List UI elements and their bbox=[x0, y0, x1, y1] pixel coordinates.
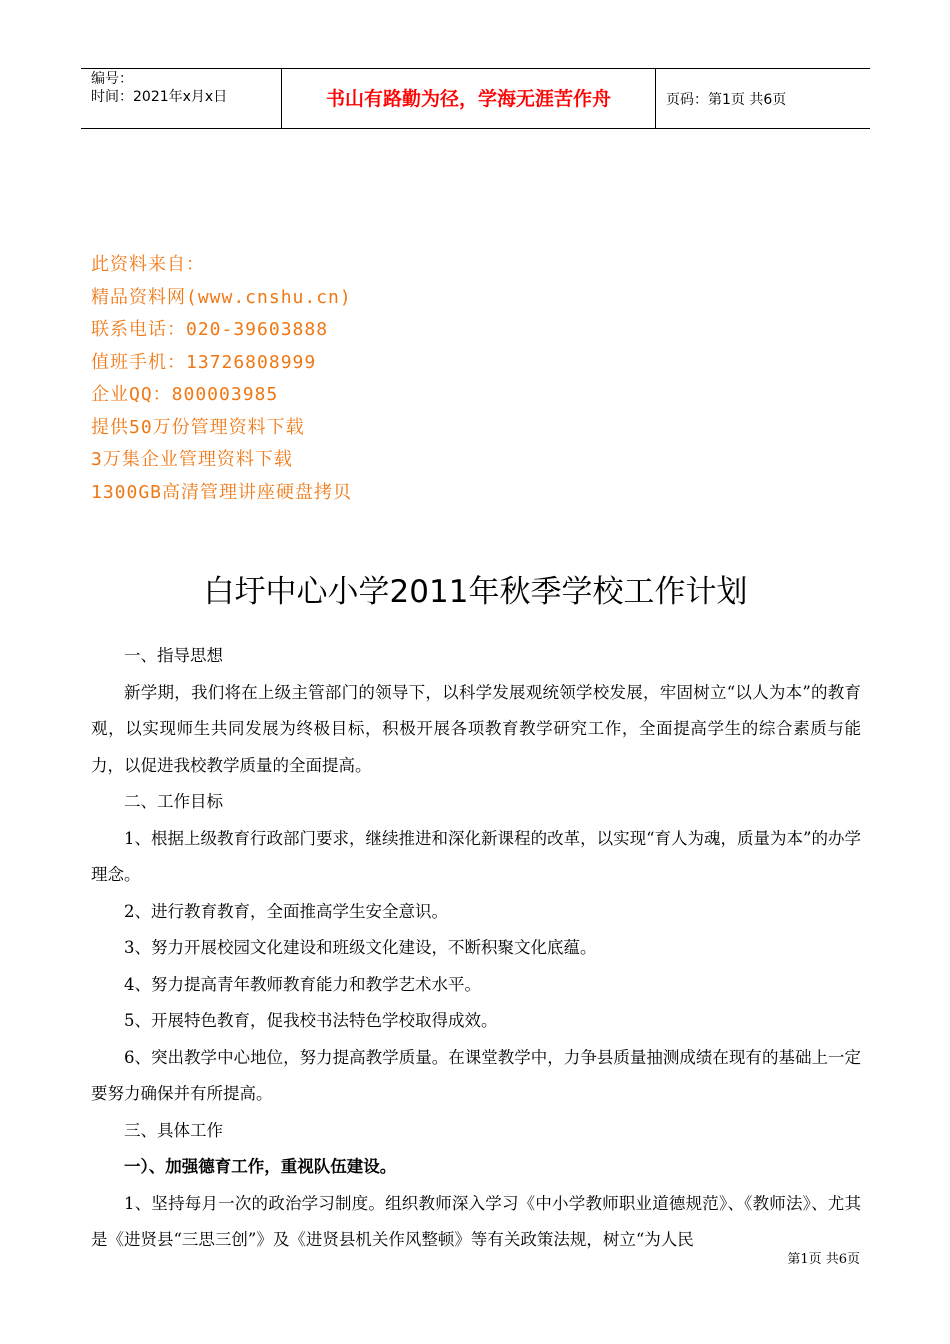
header-divider-right bbox=[655, 68, 656, 129]
goal-item: 3、努力开展校园文化建设和班级文化建设，不断积聚文化底蕴。 bbox=[124, 938, 597, 957]
section-heading: 一、指导思想 bbox=[124, 646, 223, 665]
promo-line: 联系电话：020-39603888 bbox=[91, 319, 329, 340]
section-heading: 三、具体工作 bbox=[124, 1120, 223, 1140]
subsection-heading: 一）、加强德育工作，重视队伍建设。 bbox=[124, 1157, 397, 1176]
goal-item: 6、突出教学中心地位，努力提高教学质量。在课堂教学中，力争县质量抽测成绩在现有的基础上一定要努力确保并有所提高。 bbox=[91, 1047, 861, 1103]
promo-line: 1300GB高清管理讲座硬盘拷贝 bbox=[91, 481, 353, 503]
goal-item: 4、努力提高青年教师教育能力和教学艺术水平。 bbox=[124, 974, 481, 994]
header-bottom-border bbox=[81, 128, 870, 129]
header-meta bbox=[91, 70, 227, 106]
paragraph: 1、坚持每月一次的政治学习制度。组织教师深入学习《中小学教师职业道德规范》、《教师法》、尤其是《进贤县“三思三创”》及《进贤县机关作风整顿》等有关政策法规，树立“为人民 bbox=[91, 1193, 861, 1249]
header-time-label: 时间：2021年x月x日 bbox=[91, 89, 228, 105]
promo-line: 3万集企业管理资料下载 bbox=[91, 449, 293, 470]
document-body bbox=[91, 638, 861, 1259]
footer-page-info: 第1页 共6页 bbox=[787, 1252, 860, 1267]
promo-block bbox=[91, 249, 352, 509]
promo-line: 此资料来自： bbox=[91, 254, 205, 275]
promo-line: 值班手机：13726808999 bbox=[91, 351, 317, 373]
header-motto: 书山有路勤为径，学海无涯苦作舟 bbox=[325, 88, 611, 110]
promo-line: 企业QQ：800003985 bbox=[91, 384, 279, 405]
goal-item: 1、根据上级教育行政部门要求，继续推进和深化新课程的改革，以实现“育人为魂，质量为本”的办学理念。 bbox=[91, 828, 861, 884]
goal-item: 2、进行教育教育，全面推高学生安全意识。 bbox=[124, 901, 448, 921]
header-top-border bbox=[81, 68, 870, 69]
goal-item: 5、开展特色教育，促我校书法特色学校取得成效。 bbox=[124, 1011, 498, 1030]
header-number-label: 编号： bbox=[91, 71, 133, 87]
document-title: 白圩中心小学2011年秋季学校工作计划 bbox=[203, 574, 748, 610]
promo-line: 精品资料网(www.cnshu.cn) bbox=[91, 286, 352, 308]
promo-line: 提供50万份管理资料下载 bbox=[91, 416, 305, 438]
header-page-info: 页码：第1页 共6页 bbox=[666, 92, 787, 108]
section-heading: 二、工作目标 bbox=[124, 792, 223, 811]
paragraph: 新学期，我们将在上级主管部门的领导下，以科学发展观统领学校发展，牢固树立“以人为本”的教育观，以实现师生共同发展为终极目标，积极开展各项教育教学研究工作，全面提高学生的综合素质与能力，以促进我校教学质量的全面提高。 bbox=[91, 682, 861, 775]
